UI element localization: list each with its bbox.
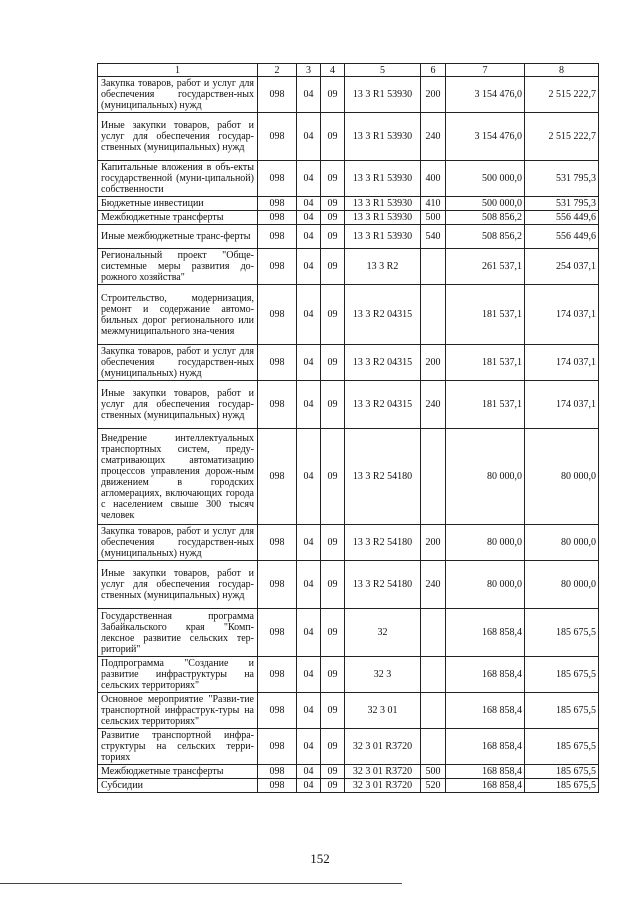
row-name-cell: Закупка товаров, работ и услуг для обеспечения государствен-ных (муниципальных) нужд xyxy=(98,525,258,561)
table-row xyxy=(98,693,599,729)
amount-year2-cell: 531 795,3 xyxy=(525,197,599,211)
target-article-cell: 13 3 R2 04315 xyxy=(345,285,421,345)
expense-type-cell: 400 xyxy=(421,161,446,197)
target-article-cell: 32 3 xyxy=(345,657,421,693)
subsection-code-cell: 09 xyxy=(321,561,345,609)
footer-rule xyxy=(0,883,402,884)
ministry-code-cell: 098 xyxy=(258,161,297,197)
subsection-code-cell: 09 xyxy=(321,249,345,285)
expense-type-cell: 200 xyxy=(421,345,446,381)
target-article-cell: 32 xyxy=(345,609,421,657)
subsection-code-cell: 09 xyxy=(321,729,345,765)
header-row xyxy=(98,64,599,77)
row-name-cell: Бюджетные инвестиции xyxy=(98,197,258,211)
section-code-cell: 04 xyxy=(297,285,321,345)
expense-type-cell xyxy=(421,249,446,285)
section-code-cell: 04 xyxy=(297,381,321,429)
amount-year2-cell: 80 000,0 xyxy=(525,429,599,525)
amount-year2-cell: 174 037,1 xyxy=(525,381,599,429)
ministry-code-cell: 098 xyxy=(258,525,297,561)
table-row xyxy=(98,77,599,113)
expense-type-cell: 520 xyxy=(421,779,446,793)
amount-year2-cell: 185 675,5 xyxy=(525,693,599,729)
amount-year1-cell: 168 858,4 xyxy=(446,657,525,693)
subsection-code-cell: 09 xyxy=(321,113,345,161)
row-name-cell: Иные межбюджетные транс-ферты xyxy=(98,225,258,249)
amount-year1-cell: 80 000,0 xyxy=(446,525,525,561)
ministry-code-cell: 098 xyxy=(258,113,297,161)
subsection-code-cell: 09 xyxy=(321,161,345,197)
ministry-code-cell: 098 xyxy=(258,77,297,113)
section-code-cell: 04 xyxy=(297,429,321,525)
section-code-cell: 04 xyxy=(297,77,321,113)
table-row xyxy=(98,779,599,793)
table-row xyxy=(98,345,599,381)
amount-year2-cell: 185 675,5 xyxy=(525,779,599,793)
ministry-code-cell: 098 xyxy=(258,657,297,693)
expense-type-cell xyxy=(421,429,446,525)
expense-type-cell: 500 xyxy=(421,765,446,779)
section-code-cell: 04 xyxy=(297,729,321,765)
amount-year1-cell: 168 858,4 xyxy=(446,765,525,779)
target-article-cell: 32 3 01 R3720 xyxy=(345,729,421,765)
section-code-cell: 04 xyxy=(297,113,321,161)
row-name-cell: Закупка товаров, работ и услуг для обеспечения государствен-ных (муниципальных) нужд xyxy=(98,77,258,113)
expense-type-cell: 200 xyxy=(421,525,446,561)
ministry-code-cell: 098 xyxy=(258,765,297,779)
amount-year1-cell: 168 858,4 xyxy=(446,779,525,793)
amount-year1-cell: 181 537,1 xyxy=(446,345,525,381)
expense-type-cell: 240 xyxy=(421,113,446,161)
amount-year2-cell: 2 515 222,7 xyxy=(525,113,599,161)
row-name-cell: Иные закупки товаров, работ и услуг для обеспечения государ-ственных (муниципальных) нужд xyxy=(98,113,258,161)
amount-year1-cell: 168 858,4 xyxy=(446,693,525,729)
row-name-cell: Основное мероприятие "Разви-тие транспортной инфраструк-туры на сельских территориях" xyxy=(98,693,258,729)
table-row xyxy=(98,225,599,249)
target-article-cell: 13 3 R2 04315 xyxy=(345,381,421,429)
row-name-cell: Внедрение интеллектуальных транспортных систем, преду-сматривающих автоматизацию процессов управления дорож-ным движением в городских агломерациях, включающих города с населением свыше 300 тысяч человек xyxy=(98,429,258,525)
subsection-code-cell: 09 xyxy=(321,657,345,693)
ministry-code-cell: 098 xyxy=(258,429,297,525)
expense-type-cell xyxy=(421,285,446,345)
amount-year1-cell: 3 154 476,0 xyxy=(446,113,525,161)
amount-year2-cell: 2 515 222,7 xyxy=(525,77,599,113)
amount-year2-cell: 185 675,5 xyxy=(525,657,599,693)
amount-year2-cell: 185 675,5 xyxy=(525,609,599,657)
header-cell: 7 xyxy=(446,64,525,77)
amount-year2-cell: 80 000,0 xyxy=(525,525,599,561)
amount-year1-cell: 181 537,1 xyxy=(446,381,525,429)
expense-type-cell: 240 xyxy=(421,561,446,609)
target-article-cell: 13 3 R1 53930 xyxy=(345,77,421,113)
section-code-cell: 04 xyxy=(297,657,321,693)
expense-type-cell: 200 xyxy=(421,77,446,113)
target-article-cell: 13 3 R2 54180 xyxy=(345,561,421,609)
header-cell: 3 xyxy=(297,64,321,77)
table-row xyxy=(98,525,599,561)
expense-type-cell: 500 xyxy=(421,211,446,225)
amount-year1-cell: 3 154 476,0 xyxy=(446,77,525,113)
subsection-code-cell: 09 xyxy=(321,429,345,525)
amount-year2-cell: 174 037,1 xyxy=(525,285,599,345)
row-name-cell: Иные закупки товаров, работ и услуг для обеспечения государ-ственных (муниципальных) нужд xyxy=(98,561,258,609)
ministry-code-cell: 098 xyxy=(258,693,297,729)
amount-year1-cell: 500 000,0 xyxy=(446,161,525,197)
subsection-code-cell: 09 xyxy=(321,211,345,225)
ministry-code-cell: 098 xyxy=(258,729,297,765)
row-name-cell: Субсидии xyxy=(98,779,258,793)
expense-type-cell: 540 xyxy=(421,225,446,249)
amount-year1-cell: 80 000,0 xyxy=(446,429,525,525)
table-row xyxy=(98,429,599,525)
amount-year2-cell: 185 675,5 xyxy=(525,729,599,765)
section-code-cell: 04 xyxy=(297,225,321,249)
target-article-cell: 13 3 R2 xyxy=(345,249,421,285)
table-row xyxy=(98,561,599,609)
amount-year2-cell: 174 037,1 xyxy=(525,345,599,381)
table-row xyxy=(98,729,599,765)
expense-type-cell xyxy=(421,657,446,693)
expense-type-cell xyxy=(421,729,446,765)
target-article-cell: 32 3 01 xyxy=(345,693,421,729)
row-name-cell: Иные закупки товаров, работ и услуг для обеспечения государ-ственных (муниципальных) нужд xyxy=(98,381,258,429)
target-article-cell: 13 3 R2 54180 xyxy=(345,525,421,561)
amount-year1-cell: 168 858,4 xyxy=(446,729,525,765)
target-article-cell: 13 3 R1 53930 xyxy=(345,225,421,249)
row-name-cell: Подпрограмма "Создание и развитие инфраструктуры на сельских территориях" xyxy=(98,657,258,693)
ministry-code-cell: 098 xyxy=(258,345,297,381)
subsection-code-cell: 09 xyxy=(321,225,345,249)
section-code-cell: 04 xyxy=(297,161,321,197)
amount-year2-cell: 254 037,1 xyxy=(525,249,599,285)
target-article-cell: 13 3 R1 53930 xyxy=(345,211,421,225)
target-article-cell: 32 3 01 R3720 xyxy=(345,779,421,793)
row-name-cell: Межбюджетные трансферты xyxy=(98,211,258,225)
expense-type-cell xyxy=(421,693,446,729)
subsection-code-cell: 09 xyxy=(321,525,345,561)
table-row xyxy=(98,197,599,211)
table-row xyxy=(98,113,599,161)
table-row xyxy=(98,765,599,779)
ministry-code-cell: 098 xyxy=(258,211,297,225)
table-row xyxy=(98,249,599,285)
section-code-cell: 04 xyxy=(297,693,321,729)
amount-year2-cell: 80 000,0 xyxy=(525,561,599,609)
subsection-code-cell: 09 xyxy=(321,77,345,113)
subsection-code-cell: 09 xyxy=(321,765,345,779)
ministry-code-cell: 098 xyxy=(258,285,297,345)
subsection-code-cell: 09 xyxy=(321,779,345,793)
section-code-cell: 04 xyxy=(297,345,321,381)
row-name-cell: Межбюджетные трансферты xyxy=(98,765,258,779)
table-row xyxy=(98,211,599,225)
expense-type-cell: 240 xyxy=(421,381,446,429)
amount-year1-cell: 508 856,2 xyxy=(446,211,525,225)
section-code-cell: 04 xyxy=(297,197,321,211)
amount-year1-cell: 181 537,1 xyxy=(446,285,525,345)
amount-year1-cell: 508 856,2 xyxy=(446,225,525,249)
ministry-code-cell: 098 xyxy=(258,779,297,793)
subsection-code-cell: 09 xyxy=(321,345,345,381)
table-row xyxy=(98,161,599,197)
table-row xyxy=(98,381,599,429)
subsection-code-cell: 09 xyxy=(321,285,345,345)
header-cell: 1 xyxy=(98,64,258,77)
subsection-code-cell: 09 xyxy=(321,693,345,729)
amount-year1-cell: 80 000,0 xyxy=(446,561,525,609)
amount-year1-cell: 168 858,4 xyxy=(446,609,525,657)
section-code-cell: 04 xyxy=(297,779,321,793)
row-name-cell: Государственная программа Забайкальского края "Комп-лексное развитие сельских тер-риторий" xyxy=(98,609,258,657)
row-name-cell: Строительство, модернизация, ремонт и содержание автомо-бильных дорог регионального или межмуниципального зна-чения xyxy=(98,285,258,345)
subsection-code-cell: 09 xyxy=(321,381,345,429)
ministry-code-cell: 098 xyxy=(258,225,297,249)
ministry-code-cell: 098 xyxy=(258,561,297,609)
section-code-cell: 04 xyxy=(297,249,321,285)
page-number: 152 xyxy=(310,851,330,866)
row-name-cell: Капитальные вложения в объ-екты государственной (муни-ципальной) собственности xyxy=(98,161,258,197)
ministry-code-cell: 098 xyxy=(258,197,297,211)
amount-year1-cell: 500 000,0 xyxy=(446,197,525,211)
target-article-cell: 13 3 R1 53930 xyxy=(345,113,421,161)
amount-year1-cell: 261 537,1 xyxy=(446,249,525,285)
header-cell: 5 xyxy=(345,64,421,77)
row-name-cell: Развитие транспортной инфра-структуры на сельских терри-ториях xyxy=(98,729,258,765)
table-row xyxy=(98,609,599,657)
target-article-cell: 13 3 R2 04315 xyxy=(345,345,421,381)
section-code-cell: 04 xyxy=(297,609,321,657)
target-article-cell: 32 3 01 R3720 xyxy=(345,765,421,779)
header-cell: 6 xyxy=(421,64,446,77)
header-cell: 4 xyxy=(321,64,345,77)
ministry-code-cell: 098 xyxy=(258,249,297,285)
section-code-cell: 04 xyxy=(297,561,321,609)
target-article-cell: 13 3 R1 53930 xyxy=(345,197,421,211)
target-article-cell: 13 3 R2 54180 xyxy=(345,429,421,525)
ministry-code-cell: 098 xyxy=(258,609,297,657)
row-name-cell: Закупка товаров, работ и услуг для обеспечения государствен-ных (муниципальных) нужд xyxy=(98,345,258,381)
target-article-cell: 13 3 R1 53930 xyxy=(345,161,421,197)
header-cell: 8 xyxy=(525,64,599,77)
subsection-code-cell: 09 xyxy=(321,609,345,657)
expense-type-cell: 410 xyxy=(421,197,446,211)
section-code-cell: 04 xyxy=(297,765,321,779)
table-row xyxy=(98,657,599,693)
section-code-cell: 04 xyxy=(297,211,321,225)
table-row xyxy=(98,285,599,345)
ministry-code-cell: 098 xyxy=(258,381,297,429)
row-name-cell: Региональный проект "Обще-системные меры развития до-рожного хозяйства" xyxy=(98,249,258,285)
amount-year2-cell: 556 449,6 xyxy=(525,225,599,249)
header-cell: 2 xyxy=(258,64,297,77)
subsection-code-cell: 09 xyxy=(321,197,345,211)
section-code-cell: 04 xyxy=(297,525,321,561)
amount-year2-cell: 531 795,3 xyxy=(525,161,599,197)
budget-table xyxy=(97,63,599,793)
amount-year2-cell: 556 449,6 xyxy=(525,211,599,225)
amount-year2-cell: 185 675,5 xyxy=(525,765,599,779)
expense-type-cell xyxy=(421,609,446,657)
